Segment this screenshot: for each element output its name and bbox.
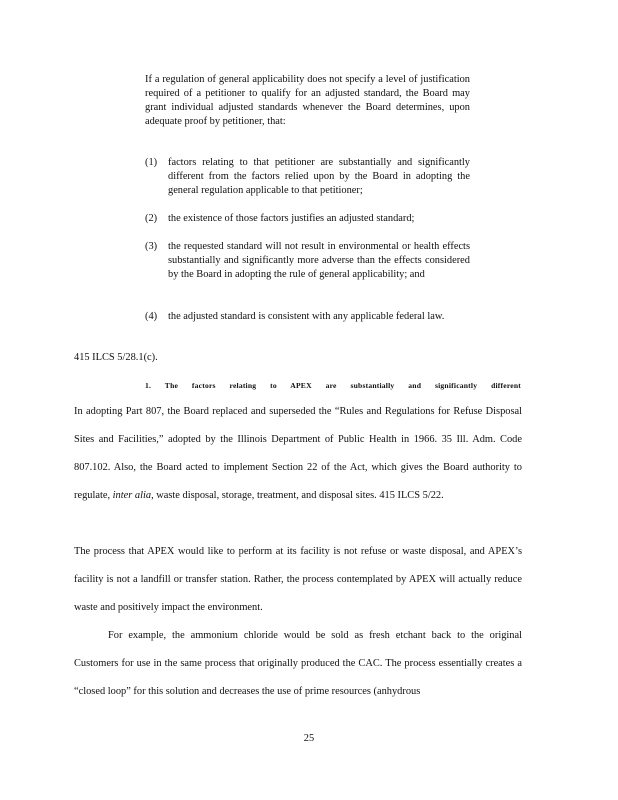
page-number: 25	[303, 733, 315, 744]
para1-text-end: , waste disposal, storage, treatment, and disposal sites. 415 ILCS 5/22.	[151, 490, 444, 501]
para2-text: The process that APEX would like to perform at its facility is not refuse or waste disposal, and APEX’s facility is not a landfill or transfer station. Rather, the process contemplated by APEX will actually reduce waste and positively impact the environment.	[74, 546, 522, 613]
para1-text: In adopting Part 807, the Board replaced and superseded the “Rules and Regulations for Refuse Disposal Sites and Facilities,” adopted by the Illinois Department of Public Health in 1966. 35 Ill. Adm. Code 807.102. Also, the Board acted to implement Section 22 of the Act, which gives the Board authority to regulate,	[74, 406, 522, 501]
list-item	[145, 310, 470, 324]
list-item-text: the adjusted standard is consistent with any applicable federal law.	[168, 311, 445, 322]
para1-italic: inter alia	[112, 490, 152, 501]
list-item-text: factors relating to that petitioner are substantially and significantly different from the factors relied upon by the Board in adopting the general regulation applicable to that petitioner;	[168, 157, 470, 196]
list-item-number: (2)	[145, 213, 158, 224]
body-paragraph-2	[74, 538, 522, 622]
list-item	[145, 212, 470, 226]
list-item	[145, 156, 470, 198]
list-item	[145, 240, 470, 282]
para3-text: For example, the ammonium chloride would be sold as fresh etchant back to the original Customers for use in the same process that originally produced the CAC. The process essentially creates a “closed loop” for this solution and decreases the use of prime resources (anhydrous	[74, 630, 522, 697]
list-item-text: the existence of those factors justifies an adjusted standard;	[168, 213, 415, 224]
quote-intro: If a regulation of general applicability does not specify a level of justification required of a petitioner to qualify for an adjusted standard, the Board may grant individual adjusted standards whenever the Board determines, upon adequate proof by petitioner, that:	[145, 74, 470, 127]
list-item-number: (1)	[145, 157, 158, 168]
body-paragraph-3	[74, 622, 522, 706]
list-item-number: (3)	[145, 241, 158, 252]
body-paragraph-1	[74, 398, 522, 510]
citation: 415 ILCS 5/28.1(c).	[74, 352, 158, 363]
section-heading: 1. The factors relating to APEX are substantially and significantly different	[145, 381, 521, 390]
list-item-number: (4)	[145, 311, 158, 322]
list-item-text: the requested standard will not result in environmental or health effects substantially and significantly more adverse than the effects considered by the Board in adopting the rule of general applicability; and	[168, 241, 470, 280]
